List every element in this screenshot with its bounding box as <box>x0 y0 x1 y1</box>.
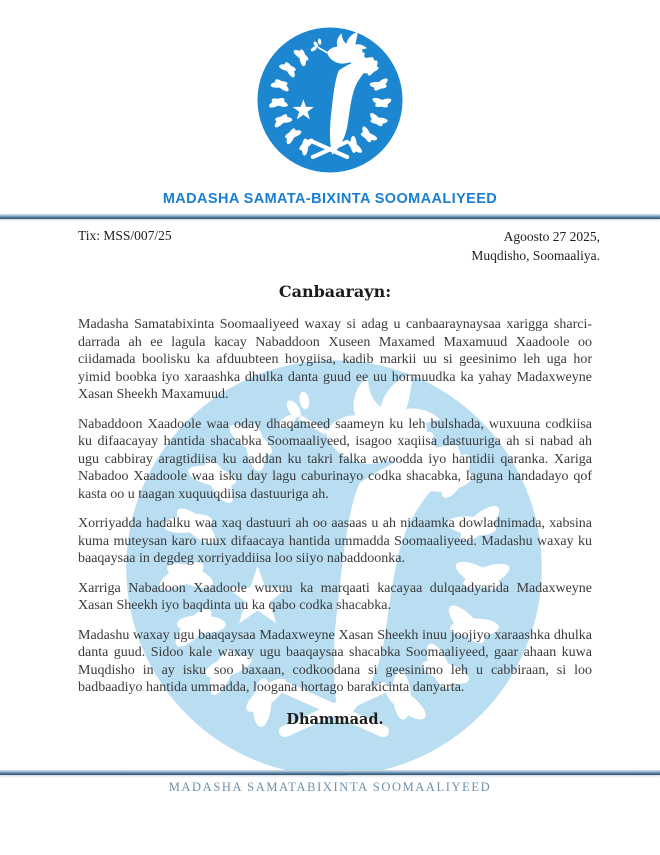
paragraph-4: Xarriga Nabadoon Xaadoole wuxuu ka marqaati kacayaa dulqaadyarida Madaxweyne Xasan Sheekh iyo baqdinta uu ka qabo codka shacabka. <box>78 580 592 613</box>
closing-word: Dhammaad. <box>286 710 384 728</box>
reference-number: Tix: MSS/007/25 <box>78 228 172 243</box>
organization-name: MADASHA SAMATA-BIXINTA SOOMAALIYEED <box>162 191 498 207</box>
letter-body <box>78 282 592 728</box>
date-block <box>471 227 600 265</box>
paragraph-1: Madasha Samatabixinta Soomaaliyeed waxay si adag u canbaaraynaysaa xarigga sharci-darrada ah ee lagula kacay Nabaddoon Xuseen Maxamed Maxamuud Xaadoole oo ciidamada boolisku ka afduubteen hoygiisa, kadib markii uu si geesinimo leh uga hor yimid boobka iyo xaraashka dhulka danta guud ee uu hormuudka ka yahay Madaxweyne Xasan Sheekh Maxamuud. <box>78 317 592 402</box>
paragraph-5: Madashu waxay ugu baaqaysaa Madaxweyne Xasan Sheekh inuu joojiyo xaraashka dhulka danta guud. Sidoo kale waxay ugu baaqaysaa shacabka Soomaaliyeed, gaar ahaan kuwa Muqdisho in ay isku soo baxaan, codkoodana si geesinimo leh u cabbiraan, si loo badbaadiyo hantida ummadda, loogana hortago barakicinta danyarta. <box>78 627 592 695</box>
footer-organization-name: MADASHA SAMATABIXINTA SOOMAALIYEED <box>168 780 492 794</box>
date-line: Agoosto 27 2025, <box>503 229 600 244</box>
paragraph-2: Nabaddoon Xaadoole waa oday dhaqameed saameyn ku leh bulshada, wuxuuna codkiisa ku difaacayay hantida shacabka Soomaaliyeed, isagoo xaqiisa dastuuriga ah si nabad ah ugu cabbiray aragtidiisa ku aaddan ku takri falka awoodda iyo hantidii qaranka. Xariga Nabadoo Xaadoole waa isku day lagu caburinayo codka shacabka, laguna handadayo qof kasta oo u taagan xuquuqdiisa dastuuriga ah. <box>78 416 592 502</box>
organization-logo <box>256 26 404 174</box>
place-line: Muqdisho, Soomaaliya. <box>471 248 600 263</box>
paragraph-3: Xorriyadda hadalku waa xaq dastuuri ah oo aasaas u ah nidaamka dowladnimada, xabsina kuma muteysan karo ruux difaacaya hantida ummadda Soomaaliyeed. Madashu waxay ku baaqaysaa in degdeg xorriyaddiisa loo siiyo nabaddoonka. <box>78 516 592 566</box>
header-divider <box>0 214 660 219</box>
footer-divider <box>0 770 660 775</box>
document-title: Canbaarayn: <box>278 282 392 301</box>
